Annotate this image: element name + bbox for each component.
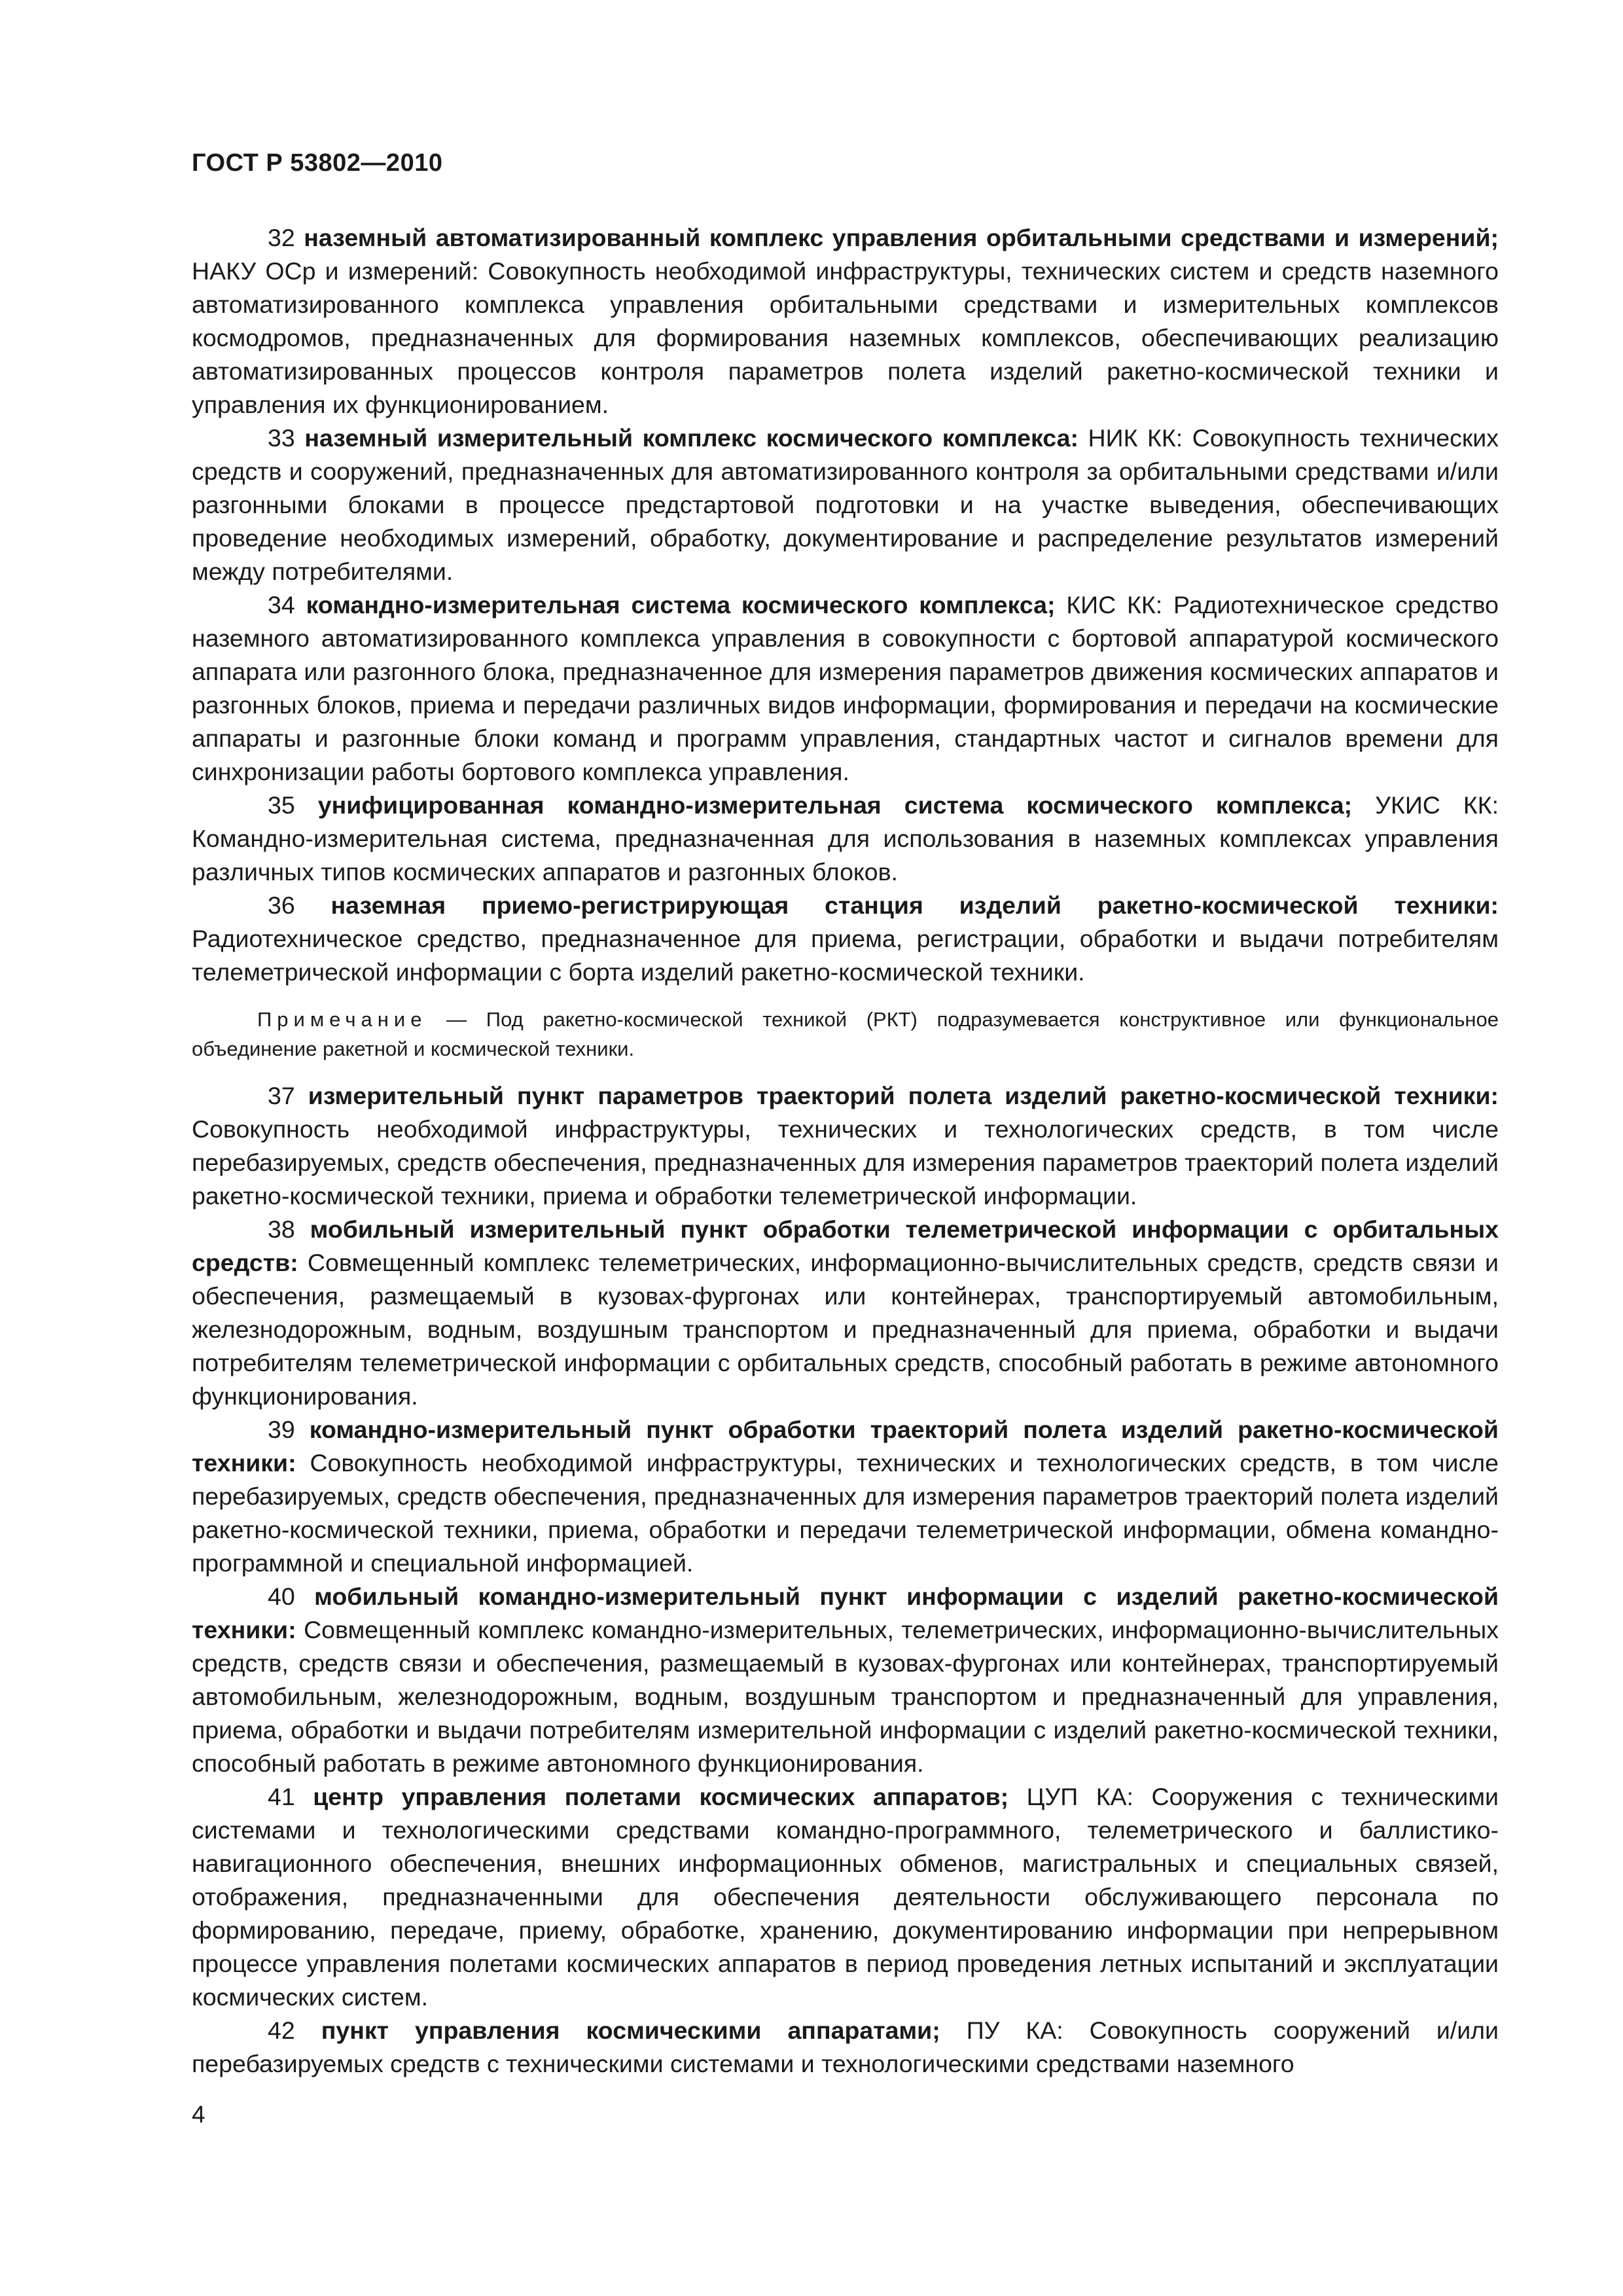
entry-term: центр управления полетами космических аппаратов; — [313, 1783, 1009, 1810]
entry-number: 40 — [268, 1583, 295, 1610]
page-number: 4 — [192, 2101, 205, 2128]
term-entry-33 — [192, 422, 1499, 588]
entry-definition: ЦУП КА: Сооружения с техническими системами и технологическими средствами командно-программного, телеметрического и баллистико-навигационного обеспечения, внешних информационных обменов, магистральных и специальных связей, отображения, предназначенными для обеспечения деятельности обслуживающего персонала по формированию, передаче, приему, обработке, хранению, документированию информации при непрерывном процессе управления полетами космических аппаратов в период проведения летных испытаний и эксплуатации космических систем. — [192, 1783, 1499, 2011]
entry-definition: Совмещенный комплекс телеметрических, информационно-вычислительных средств, средств связи и обеспечения, размещаемый в кузовах-фургонах или контейнерах, транспортируемый автомобильным, железнодорожным, водным, воздушным транспортом и предназначенный для приема, обработки и выдачи потребителям телеметрической информации с орбитальных средств, способный работать в режиме автономного функционирования. — [192, 1249, 1499, 1410]
term-entry-37 — [192, 1079, 1499, 1213]
note-text: — Под ракетно-космической техникой (РКТ) подразумевается конструктивное или функциональное объединение ракетной и космической техники. — [192, 1008, 1499, 1060]
entry-term: унифицированная командно-измерительная система космического комплекса; — [317, 791, 1353, 819]
entry-definition: Совмещенный комплекс командно-измерительных, телеметрических, информационно-вычислительных средств, средств связи и обеспечения, размещаемый в кузовах-фургонах или контейнерах, транспортируемый автомобильным, железнодорожным, водным, воздушным транспортом и предназначенный для управления, приема, обработки и выдачи потребителям измерительной информации с изделий ракетно-космической техники, способный работать в режиме автономного функционирования. — [192, 1616, 1499, 1777]
entry-definition: КИС КК: Радиотехническое средство наземного автоматизированного комплекса управления в совокупности с бортовой аппаратурой космического аппарата или разгонного блока, предназначенное для измерения параметров движения космических аппаратов и разгонных блоков, приема и передачи различных видов информации, формирования и передачи на космические аппараты и разгонные блоки команд и программ управления, стандартных частот и сигналов времени для синхронизации работы бортового комплекса управления. — [192, 591, 1499, 785]
document-body — [192, 221, 1499, 2081]
entry-definition: НИК КК: Совокупность технических средств и сооружений, предназначенных для автоматизированного контроля за орбитальными средствами и/или разгонными блоками в процессе предстартовой подготовки и на участке выведения, обеспечивающих проведение необходимых измерений, обработку, документирование и распределение результатов измерений между потребителями. — [192, 424, 1499, 585]
entry-number: 35 — [268, 791, 295, 819]
note-label: Примечание — [257, 1008, 427, 1031]
entry-number: 38 — [268, 1215, 295, 1243]
entry-number: 42 — [268, 2017, 295, 2044]
document-header: ГОСТ Р 53802—2010 — [192, 149, 443, 177]
entry-definition: Совокупность необходимой инфраструктуры, технических и технологических средств, в том числе перебазируемых, средств обеспечения, предназначенных для измерения параметров траекторий полета изделий ракетно-космической техники, приема, обработки и передачи телеметрической информации, обмена командно-программной и специальной информацией. — [192, 1449, 1499, 1577]
term-entry-35 — [192, 789, 1499, 889]
entry-term: наземная приемо-регистрирующая станция изделий ракетно-космической техники: — [330, 891, 1499, 919]
term-entry-34 — [192, 588, 1499, 789]
entry-definition: Совокупность необходимой инфраструктуры, технических и технологических средств, в том числе перебазируемых, средств обеспечения, предназначенных для измерения параметров траекторий полета изделий ракетно-космической техники, приема и обработки телеметрической информации. — [192, 1115, 1499, 1210]
entry-number: 37 — [268, 1082, 295, 1109]
entry-number: 39 — [268, 1416, 295, 1443]
term-entry-32 — [192, 221, 1499, 422]
entry-term: пункт управления космическими аппаратами; — [321, 2017, 940, 2044]
entry-term: наземный автоматизированный комплекс управления орбитальными средствами и измерений; — [304, 224, 1499, 251]
entry-number: 32 — [268, 224, 295, 251]
term-entry-38 — [192, 1213, 1499, 1413]
entry-number: 33 — [268, 424, 295, 452]
entry-term: мобильный командно-измерительный пункт информации с изделий ракетно-космической техники: — [192, 1583, 1499, 1643]
term-entry-41 — [192, 1780, 1499, 2014]
entry-term: командно-измерительный пункт обработки траекторий полета изделий ракетно-космической техники: — [192, 1416, 1499, 1477]
entry-term: мобильный измерительный пункт обработки телеметрической информации с орбитальных средств: — [192, 1215, 1499, 1276]
entry-term: измерительный пункт параметров траекторий полета изделий ракетно-космической техники: — [308, 1082, 1499, 1109]
entry-definition: ПУ КА: Совокупность сооружений и/или перебазируемых средств с техническими системами и технологическими средствами наземного — [192, 2017, 1499, 2077]
entry-number: 34 — [268, 591, 295, 619]
entry-number: 41 — [268, 1783, 295, 1810]
entry-definition: НАКУ ОСр и измерений: Совокупность необходимой инфраструктуры, технических систем и средств наземного автоматизированного комплекса управления орбитальными средствами и измерительных комплексов космодромов, предназначенных для формирования наземных комплексов, обеспечивающих реализацию автоматизированных процессов контроля параметров полета изделий ракетно-космической техники и управления их функционированием. — [192, 257, 1499, 418]
term-entry-39 — [192, 1413, 1499, 1580]
entry-number: 36 — [268, 891, 295, 919]
entry-definition: УКИС КК: Командно-измерительная система, предназначенная для использования в наземных комплексах управления различных типов космических аппаратов и разгонных блоков. — [192, 791, 1499, 886]
entry-term: наземный измерительный комплекс космического комплекса: — [304, 424, 1079, 452]
term-entry-40 — [192, 1580, 1499, 1780]
note-paragraph — [192, 1005, 1499, 1064]
entry-term: командно-измерительная система космического комплекса; — [306, 591, 1056, 619]
term-entry-42 — [192, 2014, 1499, 2081]
term-entry-36 — [192, 889, 1499, 989]
entry-definition: Радиотехническое средство, предназначенное для приема, регистрации, обработки и выдачи потребителям телеметрической информации с борта изделий ракетно-космической техники. — [192, 925, 1499, 986]
